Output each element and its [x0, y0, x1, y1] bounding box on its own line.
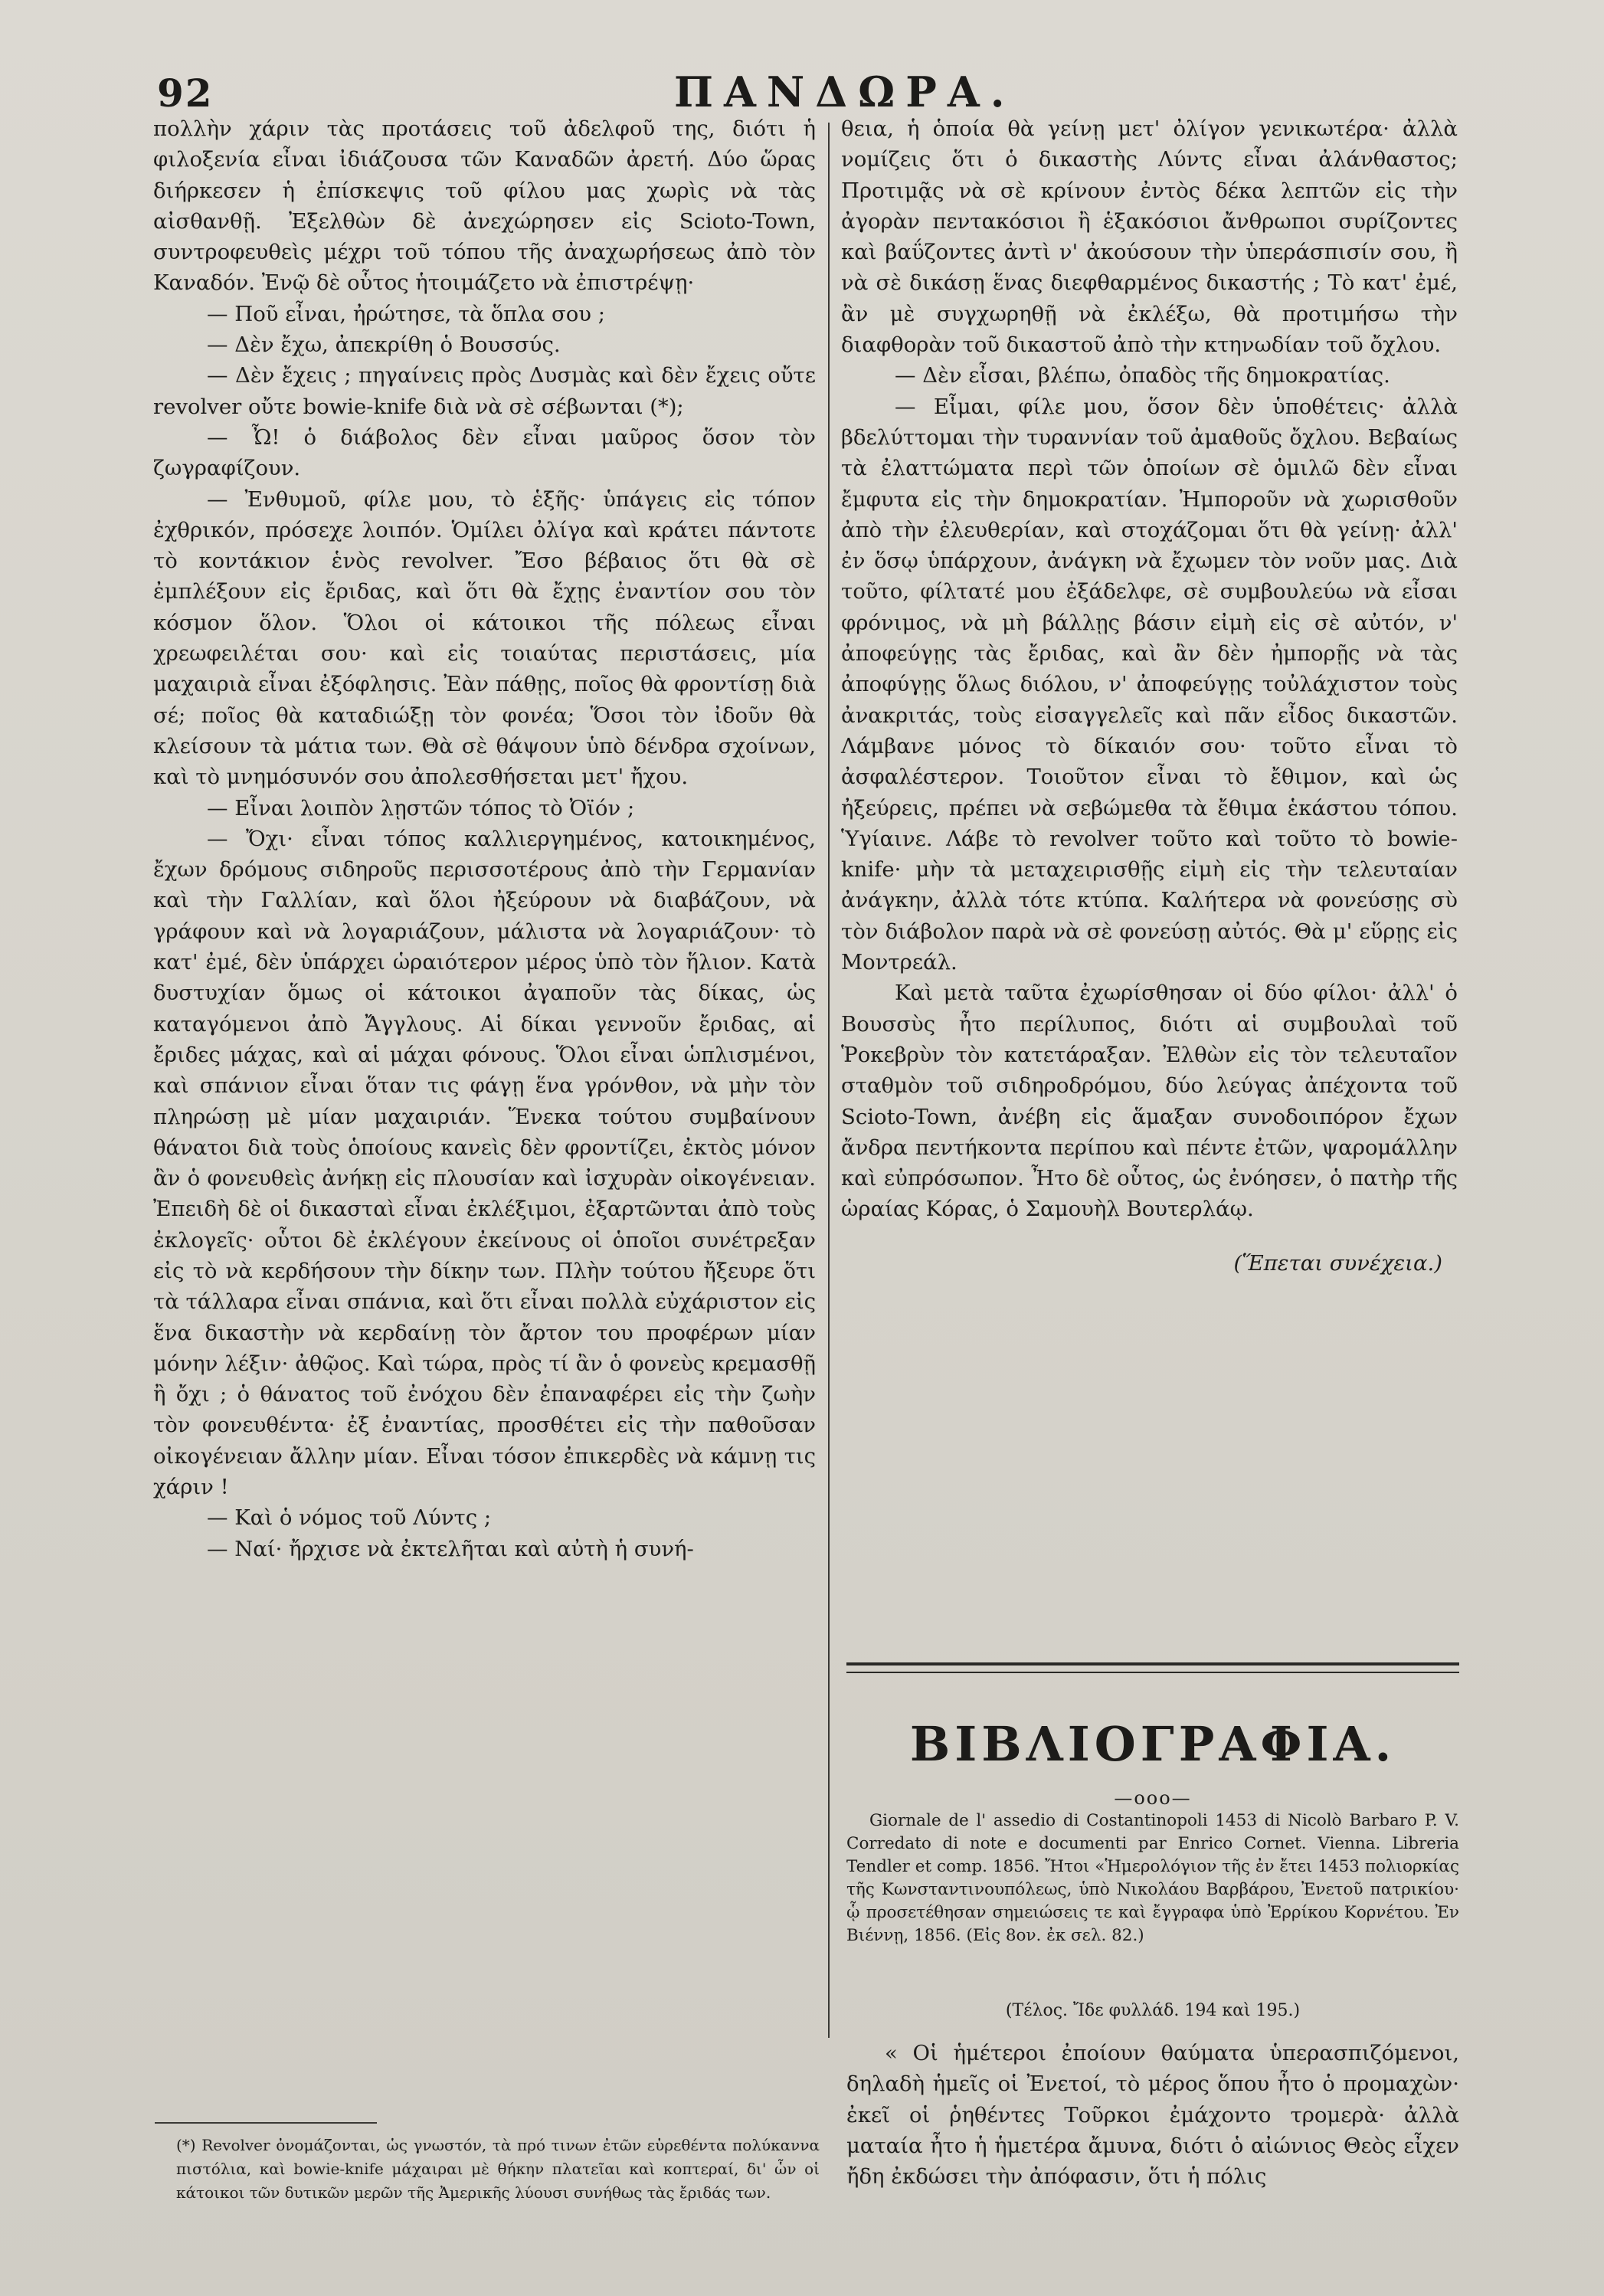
left-paragraph: — Ἐνθυμοῦ, φίλε μου, τὸ ἑξῆς· ὑπάγεις εἰς τόπον ἐχθρικόν, πρόσεχε λοιπόν. Ὁμίλει ὀλίγα καὶ κράτει πάντοτε τὸ κοντάκιον ἑνὸς revolver. Ἔσο βέβαιος ὅτι θὰ σὲ ἐμπλέξουν εἰς ἔριδας, καὶ ὅτι θὰ ἔχῃς ἐναντίον σου τὸν κόσμον ὅλον. Ὅλοι οἱ κάτοικοι τῆς πόλεως εἶναι χρεωφειλέται σου· καὶ εἰς τοιαύτας περιστάσεις, μία μαχαιριὰ εἶναι ἐξόφλησις. Ἐὰν πάθῃς, ποῖος θὰ φροντίσῃ διὰ σέ; ποῖος θὰ καταδιώξῃ τὸν φονέα; Ὅσοι τὸν ἰδοῦν θὰ κλείσουν τὰ μάτια των. Θὰ σὲ θάψουν ὑπὸ δένδρα σχοίνων, καὶ τὸ μνημόσυνόν σου ἀπολεσθήσεται μετ' ἤχου.	[153, 486, 816, 790]
left-column	[153, 113, 816, 1564]
left-paragraph: — Δὲν ἔχεις ; πηγαίνεις πρὸς Δυσμὰς καὶ δὲν ἔχεις οὔτε revolver οὔτε bowie-knife διὰ νὰ σὲ σέβωνται (*);	[153, 363, 816, 419]
bibliography-end-note: (Τέλος. Ἴδε φυλλάδ. 194 καὶ 195.)	[1005, 2001, 1301, 2020]
bibliography-entry: Giornale de l' assedio di Costantinopoli 1453 di Nicolò Barbaro P. V. Corredato di note e documenti par Enrico Cornet. Vienna. Libreria Tendler et comp. 1856. Ἤτοι «Ἡμερολόγιον τῆς ἐν ἔτει 1453 πολιορκίας τῆς Κωνσταντινουπόλεως, ὑπὸ Νικολάου Βαρβάρου, Ἐνετοῦ πατρικίου· ᾧ προσετέθησαν σημειώσεις τε καὶ ἔγγραφα ὑπὸ Ἐρρίκου Κορνέτου. Ἐν Βιέννῃ, 1856. (Εἰς 8ον. ἐκ σελ. 82.)	[846, 1811, 1459, 1945]
left-paragraph: — Καὶ ὁ νόμος τοῦ Λύντς ;	[207, 1505, 492, 1531]
footnote-rule	[155, 2122, 377, 2124]
bibliography-separator: —ooo—	[1114, 1787, 1192, 1809]
continued-note: (Ἕπεται συνέχεια.)	[1233, 1250, 1442, 1276]
page-number: 92	[157, 70, 214, 116]
bibliography-heading: ΒΙΒΛΙΟΓΡΑΦΙΑ.	[909, 1716, 1396, 1772]
right-column	[841, 113, 1458, 1279]
right-paragraph: Καὶ μετὰ ταῦτα ἐχωρίσθησαν οἱ δύο φίλοι· ἀλλ' ὁ Βουσσὺς ἦτο περίλυπος, διότι αἱ συμβουλαὶ τοῦ Ῥοκεβρὺν τὸν κατετάραξαν. Ἐλθὼν εἰς τὸν τελευταῖον σταθμὸν τοῦ σιδηροδρόμου, δύο λεύγας ἀπέχοντα τοῦ Scioto-Town, ἀνέβη εἰς ἅμαξαν συνοδοιπόρον ἔχων ἄνδρα πεντήκοντα περίπου καὶ πέντε ἐτῶν, ψαρομάλλην καὶ εὐπρόσωπον. Ἦτο δὲ οὗτος, ὡς ἐνόησεν, ὁ πατὴρ τῆς ὡραίας Κόρας, ὁ Σαμουὴλ Βουτερλάῳ.	[841, 981, 1458, 1222]
right-paragraph: — Εἶμαι, φίλε μου, ὅσον δὲν ὑποθέτεις· ἀλλὰ βδελύττομαι τὴν τυραννίαν τοῦ ἀμαθοῦς ὄχλου. Βεβαίως τὰ ἐλαττώματα περὶ τῶν ὁποίων σὲ ὁμιλῶ δὲν εἶναι ἔμφυτα εἰς τὴν δημοκρατίαν. Ἠμποροῦν νὰ χωρισθοῦν ἀπὸ τὴν ἐλευθερίαν, καὶ στοχάζομαι ὅτι θὰ γείνῃ· ἀλλ' ἐν ὅσῳ ὑπάρχουν, ἀνάγκη νὰ ἔχωμεν τὸν νοῦν μας. Διὰ τοῦτο, φίλτατέ μου ἐξάδελφε, σὲ συμβουλεύω νὰ εἶσαι φρόνιμος, νὰ μὴ βάλλῃς βάσιν εἰμὴ εἰς σὲ αὐτόν, ν' ἀποφεύγῃς τὰς ἔριδας, καὶ ἂν δὲν ἠμπορῇς νὰ τὰς ἀποφύγῃς ὅλως διόλου, ν' ἀποφεύγῃς τοὐλάχιστον τοὺς ἀνακριτάς, τοὺς εἰσαγγελεῖς καὶ πᾶν εἶδος δικαστῶν. Λάμβανε μόνος τὸ δίκαιόν σου· τοῦτο εἶναι τὸ ἀσφαλέστερον. Τοιοῦτον εἶναι τὸ ἔθιμον, καὶ ὡς ἠξεύρεις, πρέπει νὰ σεβώμεθα τὰ ἔθιμα ἑκάστου τόπου. Ὑγίαινε. Λάβε τὸ revolver τοῦτο καὶ τοῦτο τὸ bowie-knife· μὴν τὰ μεταχειρισθῇς εἰμὴ εἰς τὴν τελευταίαν ἀνάγκην, ἀλλὰ τότε κτύπα. Καλήτερα νὰ φονεύσῃς σὺ τὸν διάβολον παρὰ νὰ σὲ φονεύσῃ αὐτός. Θὰ μ' εὕρῃς εἰς Μοντρεάλ.	[841, 394, 1458, 975]
running-title: ΠΑΝΔΩΡΑ.	[674, 67, 1016, 116]
section-divider	[846, 1662, 1459, 1673]
right-paragraph: — Δὲν εἶσαι, βλέπω, ὀπαδὸς τῆς δημοκρατίας.	[895, 363, 1390, 388]
left-paragraph: — Εἶναι λοιπὸν λῃστῶν τόπος τὸ Ὀϊόν ;	[207, 795, 635, 820]
left-paragraph: — Δὲν ἔχω, ἀπεκρίθη ὁ Βουσσύς.	[207, 332, 561, 358]
bibliography-text: « Οἱ ἡμέτεροι ἐποίουν θαύματα ὑπερασπιζόμενοι, δηλαδὴ ἡμεῖς οἱ Ἐνετοί, τὸ μέρος ὅπου ἦτο ὁ προμαχὼν· ἐκεῖ οἱ ῥηθέντες Τοῦρκοι ἐμάχοντο τρομερὰ· ἀλλὰ ματαία ἦτο ἡ ἡμετέρα ἄμυνα, διότι ὁ αἰώνιος Θεὸς εἶχεν ἤδη ἐκδώσει τὴν ἀπόφασιν, ὅτι ἡ πόλις	[846, 2041, 1459, 2190]
left-paragraph: — Ὄχι· εἶναι τόπος καλλιεργημένος, κατοικημένος, ἔχων δρόμους σιδηροῦς περισσοτέρους ἀπὸ τὴν Γερμανίαν καὶ τὴν Γαλλίαν, καὶ ὅλοι ἠξεύρουν νὰ διαβάζουν, νὰ γράφουν καὶ νὰ λογαριάζουν, μάλιστα νὰ λογαριάζουν· τὸ κατ' ἐμέ, δὲν ὑπάρχει ὡραιότερον μέρος ὑπὸ τὸν ἥλιον. Κατὰ δυστυχίαν ὅμως οἱ κάτοικοι ἀγαποῦν τὰς δίκας, ὡς καταγόμενοι ἀπὸ Ἄγγλους. Αἱ δίκαι γεννοῦν ἔριδας, αἱ ἔριδες μάχας, καὶ αἱ μάχαι φόνους. Ὅλοι εἶναι ὡπλισμένοι, καὶ σπάνιον εἶναι ὅταν τις φάγῃ ἕνα γρόνθον, νὰ μὴν τὸν πληρώσῃ μὲ μίαν μαχαιριάν. Ἕνεκα τούτου συμβαίνουν θάνατοι διὰ τοὺς ὁποίους κανεὶς δὲν φροντίζει, ἐκτὸς μόνον ἂν ὁ φονευθεὶς ἀνήκῃ εἰς πλουσίαν καὶ ἰσχυρὰν οἰκογένειαν. Ἐπειδὴ δὲ οἱ δικασταὶ εἶναι ἐκλέξιμοι, ἐξαρτῶνται ἀπὸ τοὺς ἐκλογεῖς· οὗτοι δὲ ἐκλέγουν ἐκείνους οἱ ὁποῖοι συνέτρεξαν εἰς τὸ νὰ κερδήσουν τὴν δίκην των. Πλὴν τούτου ἤξευρε ὅτι τὰ τάλλαρα εἶναι σπάνια, καὶ ὅτι εἶναι πολλὰ εὐχάριστον εἰς ἕνα δικαστὴν νὰ κερδαίνῃ τὸν ἄρτον του προφέρων μίαν μόνην λέξιν· ἀθῷος. Καὶ τώρα, πρὸς τί ἂν ὁ φονεὺς κρεμασθῇ ἢ ὄχι ; ὁ θάνατος τοῦ ἐνόχου δὲν ἐπαναφέρει εἰς τὴν ζωὴν τὸν φονευθέντα· ἐξ ἐναντίας, προσθέτει εἰς τὴν παθοῦσαν οἰκογένειαν ἄλλην μίαν. Εἶναι τόσον ἐπικερδὲς νὰ κάμνῃ τις χάριν !	[153, 826, 816, 1500]
left-paragraph: πολλὴν χάριν τὰς προτάσεις τοῦ ἀδελφοῦ της, διότι ἡ φιλοξενία εἶναι ἰδιάζουσα τῶν Καναδῶν ἀρετή. Δύο ὥρας διήρκεσεν ἡ ἐπίσκεψις τοῦ φίλου μας χωρὶς νὰ τὰς αἰσθανθῇ. Ἐξελθὼν δὲ ἀνεχώρησεν εἰς Scioto-Town, συντροφευθεὶς μέχρι τοῦ τόπου τῆς ἀναχωρήσεως ἀπὸ τὸν Καναδόν. Ἐνῷ δὲ οὗτος ἡτοιμάζετο νὰ ἐπιστρέψῃ·	[153, 116, 816, 296]
right-paragraph: θεια, ἡ ὁποία θὰ γείνῃ μετ' ὀλίγον γενικωτέρα· ἀλλὰ νομίζεις ὅτι ὁ δικαστὴς Λύντς εἶναι ἀλάνθαστος; Προτιμᾷς νὰ σὲ κρίνουν ἐντὸς δέκα λεπτῶν εἰς τὴν ἀγορὰν πεντακόσιοι ἢ ἑξακόσιοι ἄνθρωποι συρίζοντες καὶ βαΰζοντες ἀντὶ ν' ἀκούσουν τὴν ὑπεράσπισίν σου, ἢ νὰ σὲ δικάσῃ ἕνας διεφθαρμένος δικαστής ; Τὸ κατ' ἐμέ, ἂν μὲ συγχωρηθῇ νὰ ἐκλέξω, θὰ προτιμήσω τὴν διαφθορὰν τοῦ δικαστοῦ ἀπὸ τὴν κτηνωδίαν τοῦ ὄχλου.	[841, 116, 1458, 358]
left-paragraph: — Ποῦ εἶναι, ἠρώτησε, τὰ ὅπλα σου ;	[207, 301, 606, 326]
left-paragraph: — Ναί· ἤρχισε νὰ ἐκτελῆται καὶ αὐτὴ ἡ συνή-	[207, 1536, 694, 1561]
column-divider	[828, 123, 830, 2038]
left-paragraph: — Ὦ! ὁ διάβολος δὲν εἶναι μαῦρος ὅσον τὸν ζωγραφίζουν.	[153, 424, 816, 481]
footnote: (*) Revolver ὀνομάζονται, ὡς γνωστόν, τὰ πρό τινων ἐτῶν εὑρεθέντα πολύκαννα πιστόλια, καὶ bowie-knife μάχαιραι μὲ θήκην πλατεῖαι καὶ κοπτεραί, δι' ὧν οἱ κάτοικοι τῶν δυτικῶν μερῶν τῆς Ἀμερικῆς λύουσι συνήθως τὰς ἔριδάς των.	[176, 2136, 820, 2202]
